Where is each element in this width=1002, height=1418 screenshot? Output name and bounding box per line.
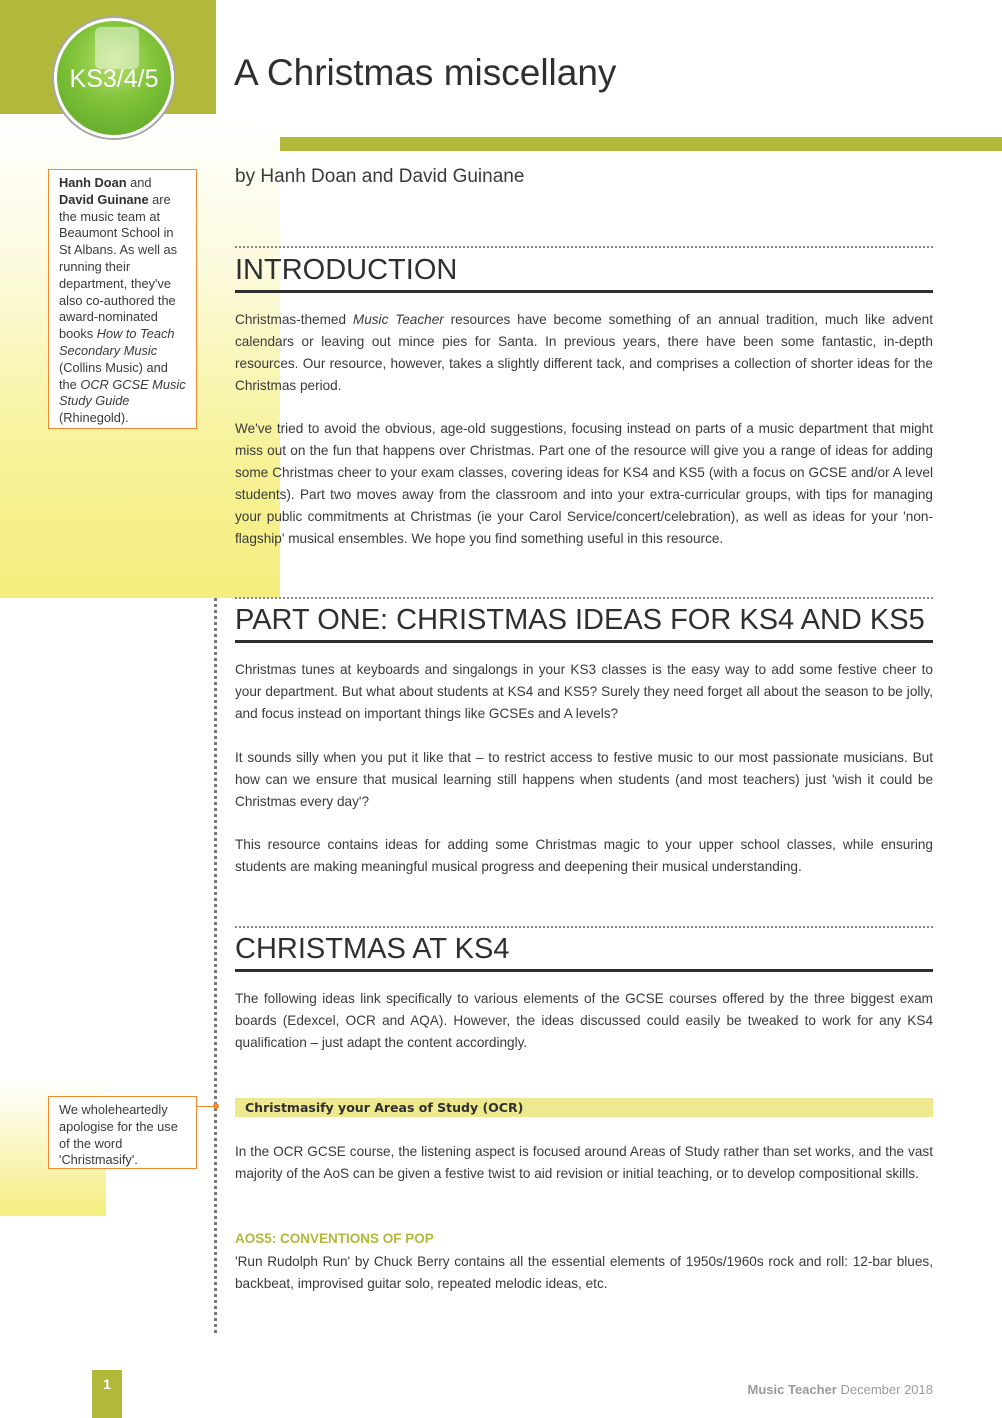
- author-name-1: Hanh Doan: [59, 175, 127, 190]
- ks4-paragraph-1: The following ideas link specifically to various elements of the GCSE courses offered by the three biggest exam boards (Edexcel, OCR and AQA). However, the ideas discussed could easily be tweaked to work for any KS4 qualification – just adapt the content accordingly.: [235, 991, 933, 1050]
- footer-date: December 2018: [836, 1382, 933, 1397]
- bio-text: (Rhinegold).: [59, 410, 129, 426]
- ks4-paragraph-2: In the OCR GCSE course, the listening aspect is focused around Areas of Study rather than set works, and the vast majority of the AoS can be given a festive twist to aid revision or initial teaching, or to develop compositional skills.: [235, 1144, 933, 1181]
- page-title: A Christmas miscellany: [234, 52, 617, 93]
- author-bio-box: [48, 169, 197, 429]
- page-number-tab: [92, 1370, 122, 1418]
- part-one-paragraph-1: Christmas tunes at keyboards and singalongs in your KS3 classes is the easy way to add some festive cheer to your department. But what about students at KS4 and KS5? Surely they need forget all about the season to be jolly, and focus instead on important things like GCSEs and A levels?: [235, 662, 933, 721]
- section-divider: [235, 246, 933, 248]
- section-heading-introduction: INTRODUCTION: [235, 254, 458, 286]
- bio-text: and: [126, 175, 152, 190]
- highlighted-subheading: Christmasify your Areas of Study (OCR): [245, 1100, 524, 1115]
- footer-publication: [748, 1382, 933, 1397]
- page-number: 1: [103, 1376, 111, 1392]
- book-title-2: OCR GCSE Music Study Guide: [59, 376, 186, 409]
- aos5-subheading: AOS5: CONVENTIONS OF POP: [235, 1231, 434, 1246]
- margin-dotted-line: [214, 598, 217, 1333]
- level-badge: [54, 18, 174, 138]
- section-rule: [235, 640, 933, 643]
- author-name-2: David Guinane: [59, 191, 149, 207]
- section-heading-ks4: CHRISTMAS AT KS4: [235, 933, 510, 965]
- note-connector-line: [196, 1106, 214, 1107]
- sidebar-note-box: We wholeheartedly apologise for the use of the word 'Christmasify'.: [48, 1096, 197, 1169]
- section-rule: [235, 290, 933, 293]
- bio-text: (Collins Music) and the: [59, 359, 168, 392]
- badge-gloss: [95, 27, 139, 69]
- section-divider: [235, 597, 933, 599]
- section-rule: [235, 969, 933, 972]
- intro-paragraph-2: We've tried to avoid the obvious, age-old suggestions, focusing instead on parts of a music department that might miss out on the fun that happens over Christmas. Part one of the resource will give you a range of ideas for adding some Christmas cheer to your exam classes, covering ideas for KS4 and KS5 (with a focus on GCSE and/or A level students). Part two moves away from the classroom and into your extra-curricular groups, with tips for managing your public commitments at Christmas (ie your Carol Service/concert/celebration), as well as ideas for your 'non-flagship' musical ensembles. We hope you find something useful in this resource.: [235, 421, 933, 546]
- part-one-paragraph-2: It sounds silly when you put it like that – to restrict access to festive music to our most passionate musicians. But how can we ensure that musical learning still happens when students (and most teachers) just 'wish it could be Christmas every day'?: [235, 750, 933, 809]
- title-rule: [280, 137, 1002, 151]
- section-heading-part-one: PART ONE: CHRISTMAS IDEAS FOR KS4 AND KS5: [235, 604, 925, 636]
- section-divider: [235, 926, 933, 928]
- intro-paragraph-1: Christmas-themed Music Teacher resources have become something of an annual tradition, much like advent calendars or leaving out mince pies for Santa. In previous years, there have been some fantastic, in-depth resources. Our resource, however, takes a slightly different tack, and comprises a collection of shorter ideas for the Christmas period.: [235, 312, 933, 393]
- footer-magazine: Music Teacher: [747, 1382, 837, 1397]
- ks4-paragraph-3: 'Run Rudolph Run' by Chuck Berry contains all the essential elements of 1950s/1960s rock and roll: 12-bar blues, backbeat, improvised guitar solo, repeated melodic ideas, etc.: [235, 1254, 933, 1291]
- publication-name: Music Teacher: [352, 312, 444, 327]
- byline: by Hanh Doan and David Guinane: [235, 166, 525, 187]
- part-one-paragraph-3: This resource contains ideas for adding some Christmas magic to your upper school classes, while ensuring students are making meaningful musical progress and deepening their musical understanding.: [235, 837, 933, 874]
- note-connector-dot: [213, 1103, 219, 1109]
- badge-label: KS3/4/5: [69, 65, 159, 93]
- book-title-1: How to Teach Secondary Music: [59, 326, 175, 358]
- bio-text: are the music team at Beaumont School in St Albans. As well as running their department, they've also co-authored the award-nominated books: [59, 191, 178, 342]
